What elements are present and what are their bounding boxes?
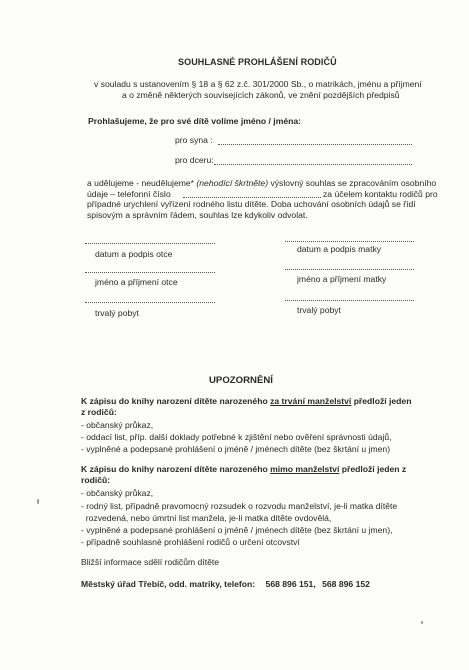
unmarried-intro-text: K zápisu do knihy narození dítěte narozeného xyxy=(81,464,268,474)
consent-text: výslovný souhlas se zpracováním osobního xyxy=(270,178,437,188)
phone-label: údaje – telefonní číslo xyxy=(87,189,171,199)
office-contact xyxy=(81,579,370,589)
unmarried-intro xyxy=(81,464,406,474)
married-item-1: - občanský průkaz, xyxy=(81,420,154,430)
unmarried-intro-line2: rodičů: xyxy=(81,475,111,485)
unmarried-intro-end: předloží jeden z xyxy=(341,464,407,474)
son-name-label: pro syna : xyxy=(175,135,213,145)
father-residence-label: trvalý pobyt xyxy=(95,308,139,318)
law-reference-line2: a o změně některých souvisejících zákonů, ve znění pozdějších předpisů xyxy=(122,90,400,100)
son-name-field[interactable] xyxy=(218,144,412,145)
mother-residence-label: trvalý pobyt xyxy=(297,305,341,315)
married-item-3: - vyplněné a podepsané prohlášení o jméně / jménech dítěte (bez škrtání u jmen) xyxy=(81,444,391,454)
more-info-text: Bližší informace sdělí rodičům dítěte xyxy=(81,557,220,567)
father-name-line[interactable] xyxy=(85,272,215,273)
father-date-sign-line[interactable] xyxy=(85,243,215,244)
married-item-2: - oddací list, příp. další doklady potřebné k zjištění nebo ověření správnosti údajů, xyxy=(81,432,392,442)
unmarried-item-5: - případně souhlasné prohlášení rodičů o určení otcovství xyxy=(81,537,300,547)
law-reference-line1: v souladu s ustanovením § 18 a § 62 z.č. 301/2000 Sb., o matrikách, jménu a příjmení xyxy=(94,79,422,89)
consent-line1 xyxy=(87,178,436,188)
unmarried-item-2: - rodný list, případně pravomocný rozsudek o rozvodu manželství, je-li matka dítěte xyxy=(81,501,398,511)
mother-name-line[interactable] xyxy=(285,269,414,270)
page-title: SOUHLASNÉ PROHLÁŠENÍ RODIČŮ xyxy=(178,57,337,67)
unmarried-item-4: - vyplněné a podepsané prohlášení o jméně / jménech dítěte (bez škrtání u jmen), xyxy=(81,525,393,535)
declaration-heading: Prohlašujeme, že pro své dítě volíme jméno / jména: xyxy=(88,116,302,126)
phone-field[interactable] xyxy=(183,197,321,198)
phone-purpose-text: za účelem kontaktu rodičů pro xyxy=(323,189,438,199)
consent-line4: spisovým a správním řádem, souhlas lze kdykoliv odvolat. xyxy=(87,210,308,220)
mother-name-label: jméno a příjmení matky xyxy=(297,274,387,284)
office-phone-2: 568 896 152 xyxy=(322,579,370,589)
unmarried-item-3: rozvedená, nebo úmrtní list manžela, je-li matka dítěte ovdovělá, xyxy=(81,513,332,523)
father-residence-line[interactable] xyxy=(85,302,215,303)
unmarried-item-1: - občanský průkaz, xyxy=(81,488,154,498)
consent-choice-text: a udělujeme - neudělujeme* xyxy=(87,178,195,188)
mother-residence-line[interactable] xyxy=(285,300,414,301)
consent-strike-note: (nehodící škrtněte) xyxy=(196,178,269,188)
consent-line3: případné urychlení vyřízení rodného listu dítěte. Doba uchování osobních údajů se řídí xyxy=(87,199,416,209)
married-intro-emphasis: za trvání manželství xyxy=(270,396,352,406)
unmarried-intro-emphasis: mimo manželství xyxy=(270,464,340,474)
scan-mark-right xyxy=(421,621,423,624)
office-phone-1: 568 896 151, xyxy=(265,579,316,589)
father-date-sign-label: datum a podpis otce xyxy=(95,249,173,259)
office-name: Městský úřad Třebíč, odd. matriky, telefon: xyxy=(81,579,256,589)
married-intro-end: předloží jeden xyxy=(353,396,412,406)
mother-date-sign-label: datum a podpis matky xyxy=(297,244,382,254)
notice-heading: UPOZORNĚNÍ xyxy=(209,375,273,386)
scan-mark-left xyxy=(37,499,39,504)
mother-date-sign-line[interactable] xyxy=(285,241,414,242)
daughter-name-label: pro dceru: xyxy=(175,155,214,165)
married-intro-line2: z rodičů: xyxy=(81,407,117,417)
father-name-label: jméno a příjmení otce xyxy=(95,277,178,287)
married-intro xyxy=(81,396,411,406)
married-intro-text: K zápisu do knihy narození dítěte narozeného xyxy=(81,396,268,406)
daughter-name-field[interactable] xyxy=(214,164,412,165)
